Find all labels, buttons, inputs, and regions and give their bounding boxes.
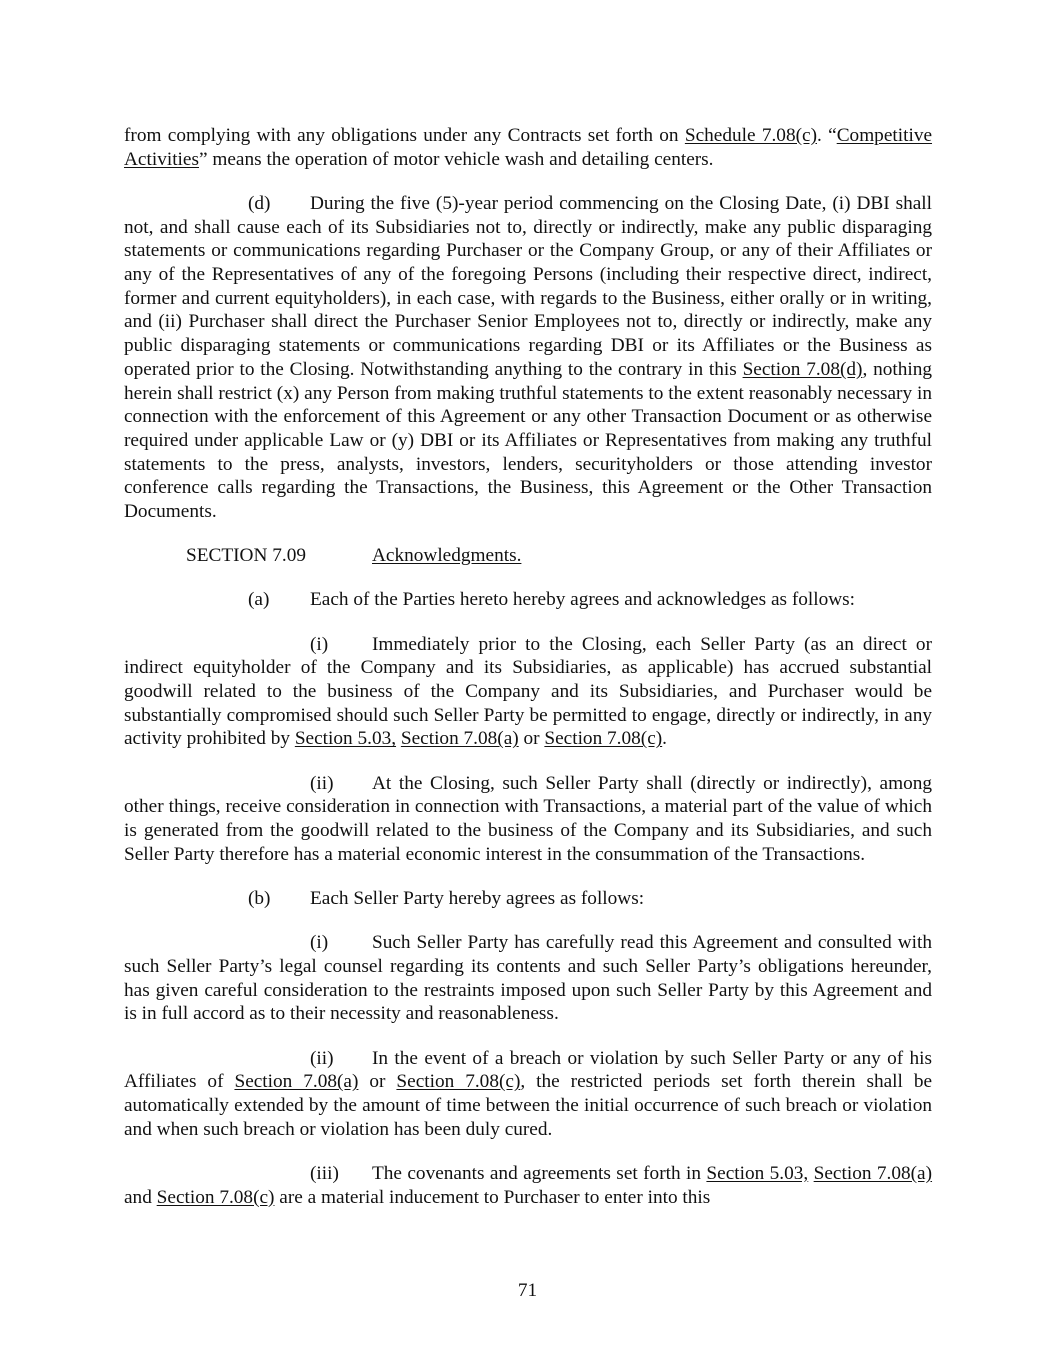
paragraph-a-i: (i) Immediately prior to the Closing, each Seller Party (as an direct or indirect equityholder of the Company and its Subsidiaries, as applicable) has accrued substantial goodwill related to the business of the Company and its Subsidiaries, and Purchaser would be substantially compromised should such Seller Party be permitted to engage, directly or indirectly, in any activity prohibited by Section 5.03, Section 7.08(a) or Section 7.08(c). <box>124 633 932 750</box>
paragraph-d: (d) During the five (5)-year period commencing on the Closing Date, (i) DBI shall not, and shall cause each of its Subsidiaries not to, directly or indirectly, make any public disparaging statements or communications regarding Purchaser or the Company Group, or any of their Affiliates or any of the Representatives of any of the foregoing Persons (including their respective direct, indirect, former and current equityholders), in each case, with regards to the Business, either orally or in writing, and (ii) Purchaser shall direct the Purchaser Senior Employees not to, directly or indirectly, make any public disparaging statements or communications regarding DBI or its Affiliates or the Business as operated prior to the Closing. Notwithstanding anything to the contrary in this Section 7.08(d), nothing herein shall restrict (x) any Person from making truthful statements to the extent reasonably necessary in connection with the enforcement of this Agreement or any other Transaction Document or as otherwise required under applicable Law or (y) DBI or its Affiliates or Representatives from making any truthful statements to the press, analysts, investors, lenders, securityholders or those attending investor conference calls regarding the Transactions, the Business, this Agreement or the Other Transaction Documents. <box>124 192 932 523</box>
section-heading <box>186 544 932 568</box>
section-reference: Section 5.03, <box>294 728 397 750</box>
paragraph-a: (a) Each of the Parties hereto hereby agrees and acknowledges as follows: <box>248 589 856 611</box>
section-number: SECTION 7.09 <box>186 545 306 567</box>
section-reference: Section 7.08(c) <box>544 728 663 750</box>
paragraph-b-ii: (ii) In the event of a breach or violation by such Seller Party or any of his Affiliates of Section 7.08(a) or Section 7.08(c), the restricted periods set forth therein shall be automatically extended by the amount of time between the initial occurrence of such breach or violation and when such breach or violation has been duly cured. <box>124 1047 933 1140</box>
paragraph-label: (ii) <box>310 772 334 794</box>
schedule-link: Schedule 7.08(c) <box>684 125 817 146</box>
section-reference: Section 5.03, <box>706 1162 809 1184</box>
paragraph-b-iii: (iii) The covenants and agreements set forth in Section 5.03, Section 7.08(a) and Section 7.08(c) are a material inducement to Purchaser to enter into this <box>124 1162 933 1208</box>
paragraph-b-i: (i) Such Seller Party has carefully read this Agreement and consulted with such Seller Party’s legal counsel regarding its contents and such Seller Party’s obligations hereunder, has given careful consideration to the restraints imposed upon such Seller Party by this Agreement and is in full accord as to their necessity and reasonableness. <box>124 932 932 1025</box>
paragraph-label: (i) <box>310 633 329 655</box>
paragraph-label: (iii) <box>310 1162 339 1184</box>
section-reference: Section 7.08(c) <box>156 1186 275 1208</box>
paragraph-label: (a) <box>248 589 270 611</box>
section-reference: Section 7.08(c) <box>396 1071 521 1093</box>
paragraph-label: (b) <box>248 887 271 909</box>
section-reference: Section 7.08(a) <box>400 728 519 750</box>
page-number: 71 <box>517 1280 538 1301</box>
paragraph-continuation: from complying with any obligations under any Contracts set forth on Schedule 7.08(c). “Competitive Activities” means the operation of motor vehicle wash and detailing centers. <box>124 125 933 170</box>
paragraph-b: (b) Each Seller Party hereby agrees as follows: <box>248 887 645 909</box>
paragraph-a-ii: (ii) At the Closing, such Seller Party shall (directly or indirectly), among other things, receive consideration in connection with Transactions, a material part of the value of which is generated from the goodwill related to the business of the Company and its Subsidiaries, and such Seller Party therefore has a material economic interest in the consummation of the Transactions. <box>124 772 932 865</box>
section-reference: Section 7.08(d) <box>742 358 863 380</box>
paragraph-label: (ii) <box>310 1047 334 1069</box>
paragraph-label: (i) <box>310 932 329 954</box>
defined-term: Competitive Activities <box>124 125 933 170</box>
document-page <box>124 124 932 1209</box>
section-reference: Section 7.08(a) <box>234 1071 359 1093</box>
section-title: Acknowledgments. <box>372 545 522 567</box>
paragraph-label: (d) <box>248 192 271 214</box>
section-reference: Section 7.08(a) <box>813 1162 933 1184</box>
